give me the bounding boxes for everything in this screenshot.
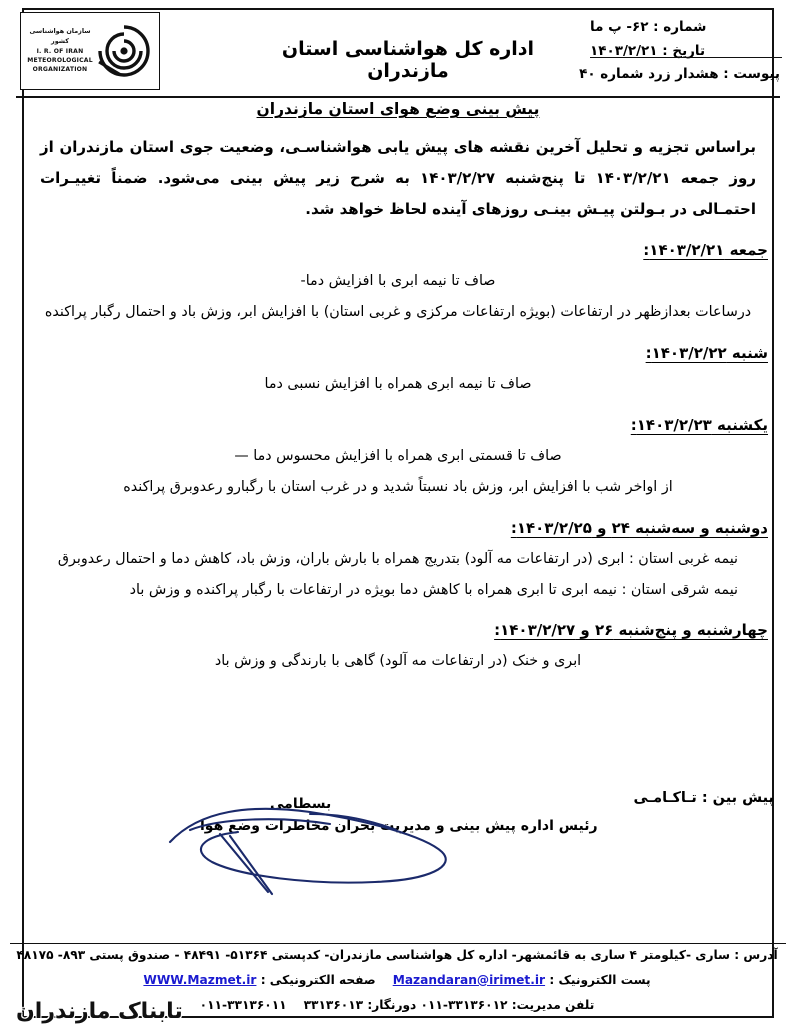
header-meta (579, 16, 780, 87)
organization-title: اداره کل هواشناسی استان مازندران (281, 38, 535, 82)
forecast-day-heading: یکشنبه ۱۴۰۳/۲/۲۳: (630, 415, 768, 434)
footer-email[interactable]: Mazandaran@irimet.ir (392, 972, 546, 987)
logo-caption (25, 27, 95, 74)
forecaster-label: پیش بین : تـاکـامـی (633, 790, 774, 806)
document-attachment: پیوست : هشدار زرد شماره ۴۰ (579, 66, 780, 83)
footer-email-label: پست الکترونیک : (549, 972, 651, 987)
forecast-day-block (14, 620, 782, 676)
watermark: تابناک مازندران (16, 999, 183, 1024)
logo-caption-en3: ORGANIZATION (32, 65, 88, 73)
forecast-day-heading: چهارشنبه و پنج‌شنبه ۲۶ و ۱۴۰۳/۲/۲۷: (494, 621, 768, 640)
meteorological-spiral-logo-icon (95, 22, 153, 80)
organization-logo (20, 12, 160, 90)
forecast-day-line: نیمه شرقی استان : نیمه ابری تا ابری همراه با کاهش دما بویژه در ارتفاعات با رگبار پراکنده و وزش باد (129, 581, 738, 598)
logo-caption-en2: METEOROLOGICAL (27, 56, 93, 64)
document-header (8, 10, 788, 92)
page-title-text: پیش بینی وضع هوای استان مازندران (256, 100, 540, 118)
footer-address: آدرس : ساری -کیلومتر ۴ ساری به قائمشهر- اداره کل هواشناسی مازندران- کدپستی ۵۱۳۶۴- ۴۸۴۹۱ - صندوق پستی ۸۹۳- ۴۸۱۷۵ (16, 947, 778, 962)
forecast-day-line: صاف تا نیمه ابری با افزایش دما- (300, 273, 496, 290)
forecast-day-line: صاف تا نیمه ابری همراه با افزایش نسبی دما (264, 376, 532, 392)
document-date: تاریخ : ۱۴۰۳/۲/۲۱ (590, 42, 706, 59)
footer-contact-line (10, 968, 784, 993)
handwritten-signature (160, 790, 460, 900)
logo-caption-fa: سازمان هواشناسی کشور (29, 27, 91, 45)
forecast-day-block (14, 240, 782, 327)
forecast-day-line: صاف تا قسمتی ابری همراه با افزایش محسوس دما — (234, 447, 562, 464)
footer-phones-extra: ۳۳۱۳۶۰۱۱-۰۱۱ (199, 997, 287, 1012)
forecast-day-block (14, 518, 782, 605)
forecast-day-heading: شنبه ۱۴۰۳/۲/۲۲: (645, 344, 768, 362)
footer-website[interactable]: WWW.Mazmet.ir (143, 972, 257, 987)
meta-divider (590, 57, 782, 58)
forecast-day-heading: دوشنبه و سه‌شنبه ۲۴ و ۱۴۰۳/۲/۲۵: (510, 518, 768, 537)
document-body (14, 96, 782, 679)
signer-role: رئیس اداره پیش بینی و مدیریت بحران مخاطرات وضع هوا (200, 818, 598, 834)
signer-name: بسطامی (270, 796, 332, 812)
forecast-day-line: درساعات بعدازظهر در ارتفاعات (بویژه ارتفاعات مرکزی و غربی استان) با افزایش ابر، وزش باد و احتمال رگبار پراکنده (44, 304, 752, 321)
forecast-day-line: ابری و خنک (در ارتفاعات مه آلود) گاهی با بارندگی و وزش باد (214, 653, 582, 670)
forecast-day-block (14, 343, 782, 399)
signature-area (0, 780, 796, 900)
forecast-day-line: از اواخر شب با افزایش ابر، وزش باد نسبتاً شدید و در غرب استان با رگبارو رعدوبرق پراکنده (123, 478, 673, 495)
logo-caption-en1: I. R. OF IRAN (36, 48, 84, 56)
footer-website-label: صفحه الکترونیکی : (260, 972, 376, 987)
footer-phones-main: تلفن مدیریت: ۳۳۱۳۶۰۱۲-۰۱۱ دورنگار: ۳۳۱۳۶۰۱۳ (303, 997, 595, 1012)
intro-paragraph: براساس تجزیه و تحلیل آخرین نقشه های پیش یابی هواشناسـی، وضعیت جوی استان مازندران از روز جمعه ۱۴۰۳/۲/۲۱ تا پنج‌شنبه ۱۴۰۳/۲/۲۷ به شرح زیر پیش بینی می‌شود. ضمناً تغییـرات احتمـالی در بـولتن پیـش بینـی روزهای آینده لحاظ خواهد شد. (40, 138, 757, 218)
forecast-day-line: نیمه غربی استان : ابری (در ارتفاعات مه آلود) بتدریج همراه با بارش باران، وزش باد، کاهش دما و احتمال رعدوبرق (57, 550, 738, 567)
page-title (14, 100, 782, 118)
forecast-day-block (14, 415, 782, 502)
document-number: شماره : ۶۲- پ ما (590, 19, 707, 35)
forecast-day-heading: جمعه ۱۴۰۳/۲/۲۱: (643, 241, 768, 260)
